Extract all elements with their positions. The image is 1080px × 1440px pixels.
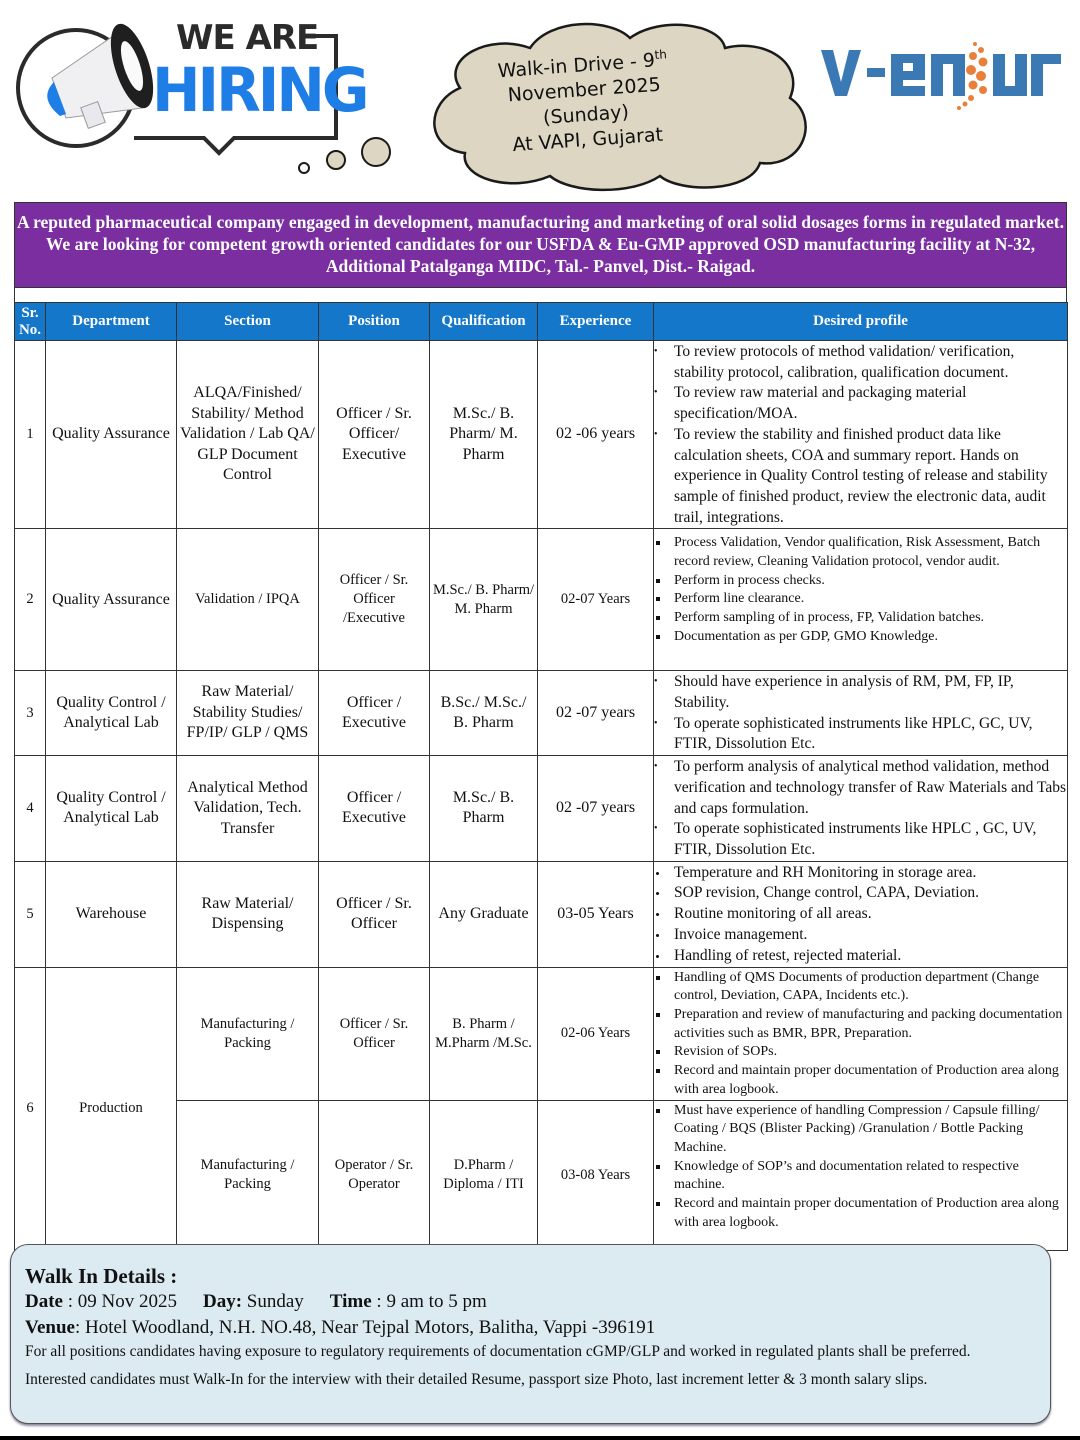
cell-qualification: M.Sc./ B. Pharm [430,756,538,862]
v-ensure-logo [815,30,1070,115]
table-row [15,529,1068,671]
profile-item: Handling of retest, rejected material. [654,946,1067,967]
cell-qualification: D.Pharm / Diploma / ITI [430,1100,538,1250]
banner-spacer [14,288,1067,302]
thought-bubbles-icon [296,128,406,178]
cell-section: Manufacturing / Packing [177,967,319,1100]
profile-item: Preparation and review of manufacturing and packing documentation activities such as BMR, BPR, Preparation. [654,1006,1067,1043]
poster-header [0,0,1080,200]
profile-item: • To perform analysis of analytical method validation, method verification and technology transfer of Raw Materials and Tabs and caps formulation. [654,758,1067,817]
preference-note: For all positions candidates having exposure to regulatory requirements of documentation cGMP/GLP and worked in regulated plants shall be preferred. [25,1343,971,1360]
walk-in-drive-callout [467,40,704,161]
table-row [15,341,1068,529]
profile-item: Process Validation, Vendor qualification, Risk Assessment, Batch record review, Cleaning Validation protocol, vendor audit. [654,534,1067,571]
profile-item: Handling of QMS Documents of production department (Change control, Deviation, CAPA, Incidents etc.). [654,969,1067,1006]
cell-position: Officer / Executive [319,756,430,862]
cloud-line-3: (Sunday) [542,101,630,130]
profile-item: • Should have experience in analysis of RM, PM, FP, IP, Stability. [654,673,1014,712]
cell-profile [654,671,1068,756]
cell-experience: 02-06 Years [538,967,654,1100]
cell-section: Validation / IPQA [177,529,319,671]
profile-list [654,968,1067,1100]
hiring-text: HIRING [152,54,367,126]
col-experience: Experience [538,303,654,341]
we-are-text: WE ARE [176,18,319,58]
cell-position: Officer / Sr. Officer [319,967,430,1100]
venue-label: Venue [25,1317,75,1338]
profile-item: • To operate sophisticated instruments like HPLC , GC, UV, FTIR, Dissolution Etc. [654,820,1037,858]
cell-section: Raw Material/ Stability Studies/ FP/IP/ GLP / QMS [177,671,319,756]
profile-list [654,862,1067,967]
cell-position: Officer / Sr. Officer /Executive [319,529,430,671]
cell-section: ALQA/Finished/ Stability/ Method Validation / Lab QA/ GLP Document Control [177,341,319,529]
cell-section: Raw Material/ Dispensing [177,861,319,967]
time-value: : 9 am to 5 pm [371,1291,487,1312]
bottom-border [0,1436,1080,1440]
cell-experience: 02-07 Years [538,529,654,671]
profile-item: Revision of SOPs. [654,1043,1067,1062]
cell-position: Operator / Sr. Operator [319,1100,430,1250]
cell-profile [654,756,1068,862]
table-row [15,861,1068,967]
cloud-line-4: At VAPI, Gujarat [511,124,664,157]
cell-sr: 5 [15,861,46,967]
profile-list [654,529,1067,646]
cell-qualification: M.Sc./ B. Pharm/ M. Pharm [430,341,538,529]
cell-department: Quality Control / Analytical Lab [46,756,177,862]
profile-item: Documentation as per GDP, GMO Knowledge. [654,628,1067,647]
profile-item: Perform in process checks. [654,572,1067,591]
cell-experience: 02 -06 years [538,341,654,529]
walk-in-title: Walk In Details : [25,1264,178,1288]
time-label: Time [329,1291,372,1312]
profile-item: Temperature and RH Monitoring in storage area. [654,863,1067,884]
profile-list [654,671,1067,755]
cell-sr: 6 [15,967,46,1250]
col-desired-profile: Desired profile [654,303,1068,341]
date-value: : 09 Nov 2025 [62,1291,177,1312]
profile-item: • To review protocols of method validation/ verification, stability protocol, calibration, qualification document. [654,343,1015,381]
col-department: Department [46,303,177,341]
cell-position: Officer / Sr. Officer/ Executive [319,341,430,529]
cell-experience: 03-08 Years [538,1100,654,1250]
cloud-line-1-sup: th [654,47,668,63]
cell-qualification: Any Graduate [430,861,538,967]
col-section: Section [177,303,319,341]
venue-value: : Hotel Woodland, N.H. NO.48, Near Tejpal Motors, Balitha, Vappi -396191 [74,1317,656,1338]
profile-item: • To operate sophisticated instruments like HPLC, GC, UV, FTIR, Dissolution Etc. [654,714,1033,753]
cell-experience: 03-05 Years [538,861,654,967]
profile-list [654,756,1067,861]
cell-section: Manufacturing / Packing [177,1100,319,1250]
cell-department: Quality Control / Analytical Lab [46,671,177,756]
walk-in-schedule [25,1289,1036,1315]
day-label: Day: [202,1291,243,1312]
cell-qualification: B.Sc./ M.Sc./ B. Pharm [430,671,538,756]
profile-item: Knowledge of SOP’s and documentation related to respective machine. [654,1158,1067,1195]
job-openings-table [14,302,1068,1251]
documents-note: Interested candidates must Walk-In for the interview with their detailed Resume, passport size Photo, last increment letter & 3 month salary slips. [25,1371,928,1388]
profile-item: Record and maintain proper documentation of Production area along with area logbook. [654,1195,1067,1232]
cell-sr: 3 [15,671,46,756]
date-label: Date [25,1291,63,1312]
table-header-row [15,303,1068,341]
cell-profile [654,1100,1068,1250]
profile-item: Perform sampling of in process, FP, Validation batches. [654,609,1067,628]
cell-profile [654,861,1068,967]
table-row [15,671,1068,756]
walk-in-venue [25,1315,1036,1341]
profile-item: Perform line clearance. [654,590,1067,609]
cell-position: Officer / Sr. Officer [319,861,430,967]
cell-qualification: B. Pharm / M.Pharm /M.Sc. [430,967,538,1100]
profile-item: SOP revision, Change control, CAPA, Deviation. [654,883,1067,904]
profile-item: Record and maintain proper documentation of Production area along with area logbook. [654,1062,1067,1099]
table-row [15,967,1068,1100]
company-intro-banner: A reputed pharmaceutical company engaged in development, manufacturing and marketing of oral solid dosages forms in regulated market. We are looking for competent growth oriented candidates for our USFDA & Eu-GMP approved OSD manufacturing facility at N-32, Additional Patalganga MIDC, Tal.- Panvel, Dist.- Raigad. [14,202,1067,288]
table-row [15,756,1068,862]
cell-profile [654,341,1068,529]
cell-position: Officer / Executive [319,671,430,756]
profile-item: • To review the stability and finished product data like calculation sheets, COA and summary report. Hands on experience in Quality Control testing of release and stability sample of finished product, review the electronic data, audit trail, integrations. [654,425,1048,526]
cell-section: Analytical Method Validation, Tech. Transfer [177,756,319,862]
col-sr-no: Sr. No. [15,303,46,341]
walk-in-details-box [10,1244,1051,1424]
col-position: Position [319,303,430,341]
cell-department: Production [46,967,177,1250]
profile-item: Routine monitoring of all areas. [654,904,1067,925]
col-qualification: Qualification [430,303,538,341]
profile-list [654,341,1067,528]
cell-sr: 1 [15,341,46,529]
cell-profile [654,529,1068,671]
cloud-line-1: Walk-in Drive - 9 [497,49,656,83]
profile-item: • To review raw material and packaging material specification/MOA. [654,384,967,423]
cell-profile [654,967,1068,1100]
cell-department: Warehouse [46,861,177,967]
profile-list [654,1101,1067,1233]
cell-sr: 2 [15,529,46,671]
cell-department: Quality Assurance [46,529,177,671]
cell-department: Quality Assurance [46,341,177,529]
cloud-line-2: November 2025 [507,74,662,107]
cell-experience: 02 -07 years [538,756,654,862]
profile-item: Invoice management. [654,925,1067,946]
cell-experience: 02 -07 years [538,671,654,756]
cell-sr: 4 [15,756,46,862]
profile-item: Must have experience of handling Compression / Capsule filling/ Coating / BQS (Blister Packing) /Granulation / Bottle Packing Machine. [654,1102,1067,1158]
day-value: Sunday [242,1291,304,1312]
cell-qualification: M.Sc./ B. Pharm/ M. Pharm [430,529,538,671]
